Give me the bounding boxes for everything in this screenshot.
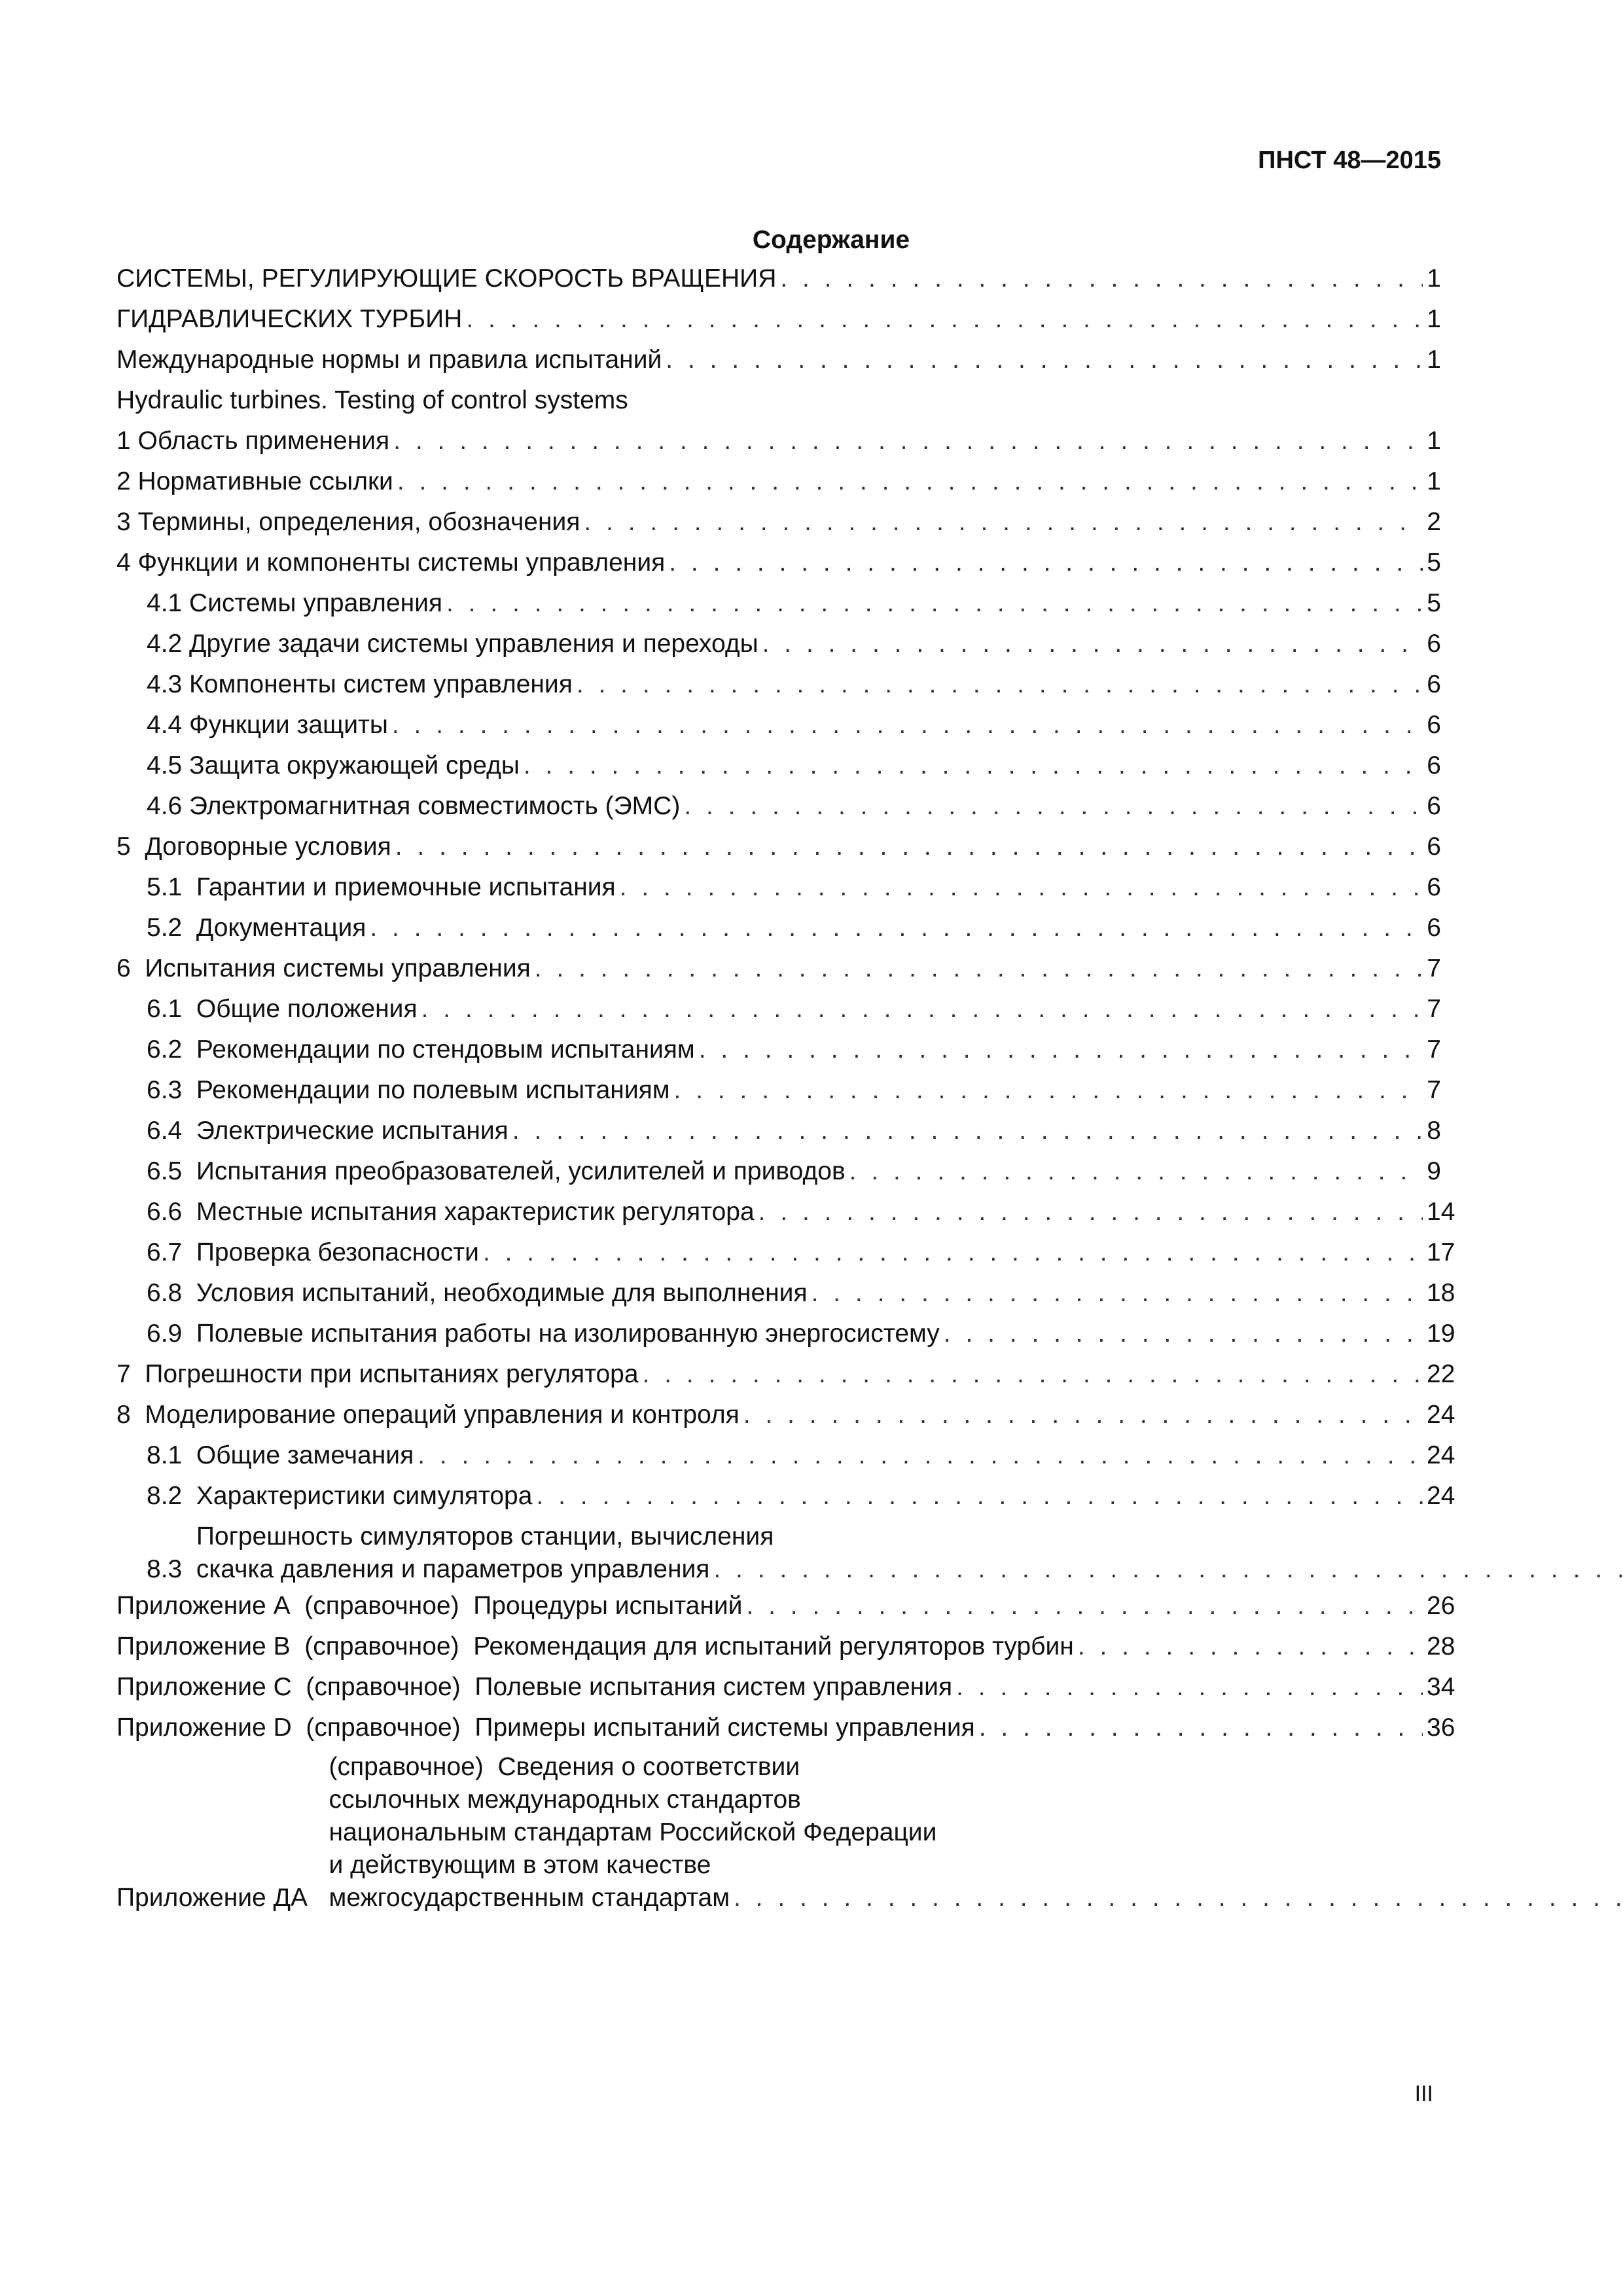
toc-entry-label: 5 Договорные условия [116, 833, 391, 861]
toc-entry-label: Приложение А (справочное) Процедуры испытаний [116, 1592, 743, 1620]
dot-leader [643, 1354, 1423, 1395]
toc-entry-label: ссылочных международных стандартов [329, 1785, 801, 1814]
toc-entry-label: Hydraulic turbines. Testing of control systems [116, 386, 628, 414]
toc-entry-page: 17 [1427, 1238, 1455, 1266]
toc-appendix[interactable] [116, 1667, 1455, 1708]
toc-entry-label: 4.3 Компоненты систем управления [147, 670, 573, 698]
toc-entry-label: 7 Погрешности при испытаниях регулятора [116, 1360, 639, 1388]
toc-entry-label: 6.1 Общие положения [147, 995, 418, 1023]
toc-entry-label: Международные нормы и правила испытаний [116, 346, 662, 374]
toc-entry-page: 6 [1427, 914, 1441, 942]
dot-leader [699, 1030, 1423, 1070]
toc-entry-label: 4.6 Электромагнитная совместимость (ЭМС) [147, 792, 681, 820]
toc-entry-label: 4.4 Функции защиты [147, 711, 388, 739]
toc-entry[interactable] [116, 461, 1441, 502]
dot-leader [536, 1476, 1423, 1516]
toc-entry-page: 6 [1427, 792, 1441, 820]
document-code: ПНСТ 48—2015 [1258, 147, 1441, 174]
toc-entry[interactable] [116, 340, 1441, 380]
dot-leader [446, 583, 1423, 624]
toc-entry-label: 1 Область применения [116, 427, 390, 455]
toc-entry-label: Погрешность симуляторов станции, вычисления [196, 1522, 774, 1551]
dot-leader [392, 705, 1423, 745]
toc-entry-label: межгосударственным стандартам [329, 1884, 730, 1912]
toc-entry-page: 7 [1427, 954, 1441, 982]
toc-entry-page: 6 [1427, 751, 1441, 780]
toc-entry[interactable] [116, 827, 1441, 867]
toc-entry-label: 4.5 Защита окружающей среды [147, 751, 520, 780]
toc-entry-page: 6 [1427, 630, 1441, 658]
page-number: III [1414, 2081, 1433, 2106]
toc-entry-label: и действующим в этом качестве [329, 1851, 711, 1879]
toc-entry[interactable] [116, 543, 1441, 583]
toc-entry-page: 14 [1427, 1198, 1455, 1226]
dot-leader [956, 1667, 1423, 1708]
toc-entry-label: 6.9 Полевые испытания работы на изолированную энергосистему [147, 1319, 940, 1348]
dot-leader [577, 664, 1423, 705]
dot-leader [397, 461, 1423, 502]
toc-entry-label: 5.1 Гарантии и приемочные испытания [147, 873, 616, 901]
toc-entry-label: 6 Испытания системы управления [116, 954, 531, 982]
dot-leader [758, 1192, 1423, 1232]
toc-subentry[interactable] [116, 1314, 1455, 1354]
toc-entry-page: 5 [1427, 589, 1441, 617]
toc-entry-page: 7 [1427, 1076, 1441, 1104]
dot-leader [483, 1232, 1423, 1273]
toc-entry-page: 9 [1427, 1157, 1441, 1185]
dot-leader [512, 1111, 1423, 1151]
dot-leader [421, 989, 1423, 1030]
dot-leader [584, 502, 1423, 543]
toc-entry-page: 1 [1427, 427, 1441, 455]
dot-leader [849, 1151, 1423, 1192]
toc-appendix[interactable] [116, 1626, 1455, 1667]
toc-entry-page: 7 [1427, 995, 1441, 1023]
toc-entry[interactable] [116, 259, 1441, 299]
toc-entry-page: 24 [1427, 1401, 1455, 1429]
toc-appendix-da[interactable] [116, 1751, 1441, 1914]
toc-subentry[interactable] [116, 1111, 1441, 1151]
toc-subentry[interactable] [116, 786, 1441, 827]
dot-leader [812, 1273, 1423, 1314]
toc-subentry[interactable] [116, 867, 1441, 908]
toc-entry-label: 6.6 Местные испытания характеристик регулятора [147, 1198, 755, 1226]
dot-leader [684, 786, 1423, 827]
dot-leader [395, 827, 1423, 867]
toc-entry[interactable] [116, 421, 1441, 461]
toc-entry-page: 1 [1427, 467, 1441, 495]
toc-entry-label: 3 Термины, определения, обозначения [116, 508, 580, 536]
toc-entry-page: 6 [1427, 873, 1441, 901]
toc-subentry[interactable] [116, 1476, 1455, 1516]
toc-subentry[interactable] [116, 1030, 1441, 1070]
toc-entry-page: 24 [1427, 1441, 1455, 1469]
toc-entry-label: 6.7 Проверка безопасности [147, 1238, 479, 1266]
dot-leader [1078, 1626, 1423, 1667]
toc-appendix[interactable] [116, 1708, 1455, 1748]
toc-entry-label: (справочное) Сведения о соответствии [329, 1753, 800, 1781]
dot-leader [669, 543, 1423, 583]
toc-subentry[interactable] [116, 1192, 1455, 1232]
toc-entry-label: 8.1 Общие замечания [147, 1441, 414, 1469]
toc-subentry[interactable] [116, 1435, 1455, 1476]
toc-entry-page: 19 [1427, 1319, 1455, 1348]
toc-entry-page: 1 [1427, 305, 1441, 333]
dot-leader [780, 259, 1423, 299]
toc-subentry[interactable] [116, 1070, 1441, 1111]
toc-entry [116, 380, 1441, 421]
toc-entry-page: 7 [1427, 1035, 1441, 1064]
toc-entry-label: 4 Функции и компоненты системы управления [116, 548, 666, 577]
table-of-contents [116, 259, 1455, 1914]
toc-entry-label: 6.3 Рекомендации по полевым испытаниям [147, 1076, 670, 1104]
toc-entry-page: 1 [1427, 346, 1441, 374]
toc-entry-label: Приложение С (справочное) Полевые испытания систем управления [116, 1673, 953, 1701]
toc-entry[interactable] [116, 1354, 1455, 1395]
toc-entry-label: 4.1 Системы управления [147, 589, 443, 617]
toc-subentry[interactable] [116, 583, 1441, 624]
toc-entry-label: 2 Нормативные ссылки [116, 467, 393, 495]
dot-leader [713, 1553, 1623, 1586]
dot-leader [743, 1395, 1423, 1435]
dot-leader [746, 1586, 1423, 1626]
dot-leader [762, 624, 1423, 664]
toc-entry-label: 6.2 Рекомендации по стендовым испытаниям [147, 1035, 695, 1064]
toc-subentry[interactable] [116, 745, 1441, 786]
toc-entry[interactable] [116, 948, 1441, 989]
dot-leader [734, 1882, 1623, 1914]
toc-subentry[interactable] [116, 705, 1441, 745]
toc-entry-label: скачка давления и параметров управления [196, 1555, 710, 1583]
toc-entry-label: национальным стандартам Российской Федерации [329, 1818, 937, 1846]
toc-subentry[interactable] [116, 1273, 1455, 1314]
dot-leader [944, 1314, 1423, 1354]
toc-entry-page: 5 [1427, 548, 1441, 577]
toc-entry[interactable] [116, 299, 1441, 340]
dot-leader [393, 421, 1423, 461]
toc-entry-number: 8.3 [147, 1555, 196, 1583]
toc-entry-label: ГИДРАВЛИЧЕСКИХ ТУРБИН [116, 305, 463, 333]
toc-entry-page: 8 [1427, 1117, 1441, 1145]
toc-entry-label: 8 Моделирование операций управления и контроля [116, 1401, 740, 1429]
toc-entry-page: 36 [1427, 1713, 1455, 1742]
toc-entry-page: 6 [1427, 670, 1441, 698]
toc-entry-page: 1 [1427, 264, 1441, 293]
toc-entry-page: 22 [1427, 1360, 1455, 1388]
toc-entry-label: 8.2 Характеристики симулятора [147, 1482, 533, 1510]
toc-entry[interactable] [116, 1395, 1455, 1435]
dot-leader [370, 908, 1423, 948]
toc-appendix[interactable] [116, 1586, 1455, 1626]
toc-subentry[interactable] [116, 624, 1441, 664]
toc-entry-page: 18 [1427, 1279, 1455, 1307]
toc-entry[interactable] [116, 502, 1441, 543]
toc-entry-page: 2 [1427, 508, 1441, 536]
toc-entry-prefix: Приложение ДА [116, 1884, 329, 1912]
toc-entry-label: 5.2 Документация [147, 914, 366, 942]
toc-entry-page: 6 [1427, 833, 1441, 861]
dot-leader [620, 867, 1423, 908]
toc-entry-page: 6 [1427, 711, 1441, 739]
toc-subentry[interactable] [116, 908, 1441, 948]
toc-entry-page: 24 [1427, 1482, 1455, 1510]
toc-entry-label: 6.5 Испытания преобразователей, усилителей и приводов [147, 1157, 846, 1185]
toc-entry-label: 6.4 Электрические испытания [147, 1117, 508, 1145]
toc-entry-page: 28 [1427, 1632, 1455, 1660]
toc-title: Содержание [752, 226, 910, 254]
toc-entry-page: 34 [1427, 1673, 1455, 1701]
toc-subentry[interactable] [116, 989, 1441, 1030]
dot-leader [418, 1435, 1423, 1476]
dot-leader [979, 1708, 1423, 1748]
dot-leader [466, 299, 1423, 340]
toc-entry-label: 6.8 Условия испытаний, необходимые для выполнения [147, 1279, 808, 1307]
toc-subentry[interactable] [116, 1151, 1441, 1192]
toc-entry-label: Приложение D (справочное) Примеры испытаний системы управления [116, 1713, 975, 1742]
toc-entry-label: Приложение В (справочное) Рекомендация для испытаний регуляторов турбин [116, 1632, 1074, 1660]
toc-entry-page: 26 [1427, 1592, 1455, 1620]
toc-subentry[interactable] [116, 664, 1441, 705]
toc-entry-label: 4.2 Другие задачи системы управления и переходы [147, 630, 758, 658]
toc-subentry-8-3[interactable] [116, 1520, 1441, 1586]
dot-leader [524, 745, 1423, 786]
dot-leader [666, 340, 1423, 380]
toc-subentry[interactable] [116, 1232, 1455, 1273]
dot-leader [535, 948, 1423, 989]
dot-leader [674, 1070, 1423, 1111]
toc-entry-label: СИСТЕМЫ, РЕГУЛИРУЮЩИЕ СКОРОСТЬ ВРАЩЕНИЯ [116, 264, 777, 293]
